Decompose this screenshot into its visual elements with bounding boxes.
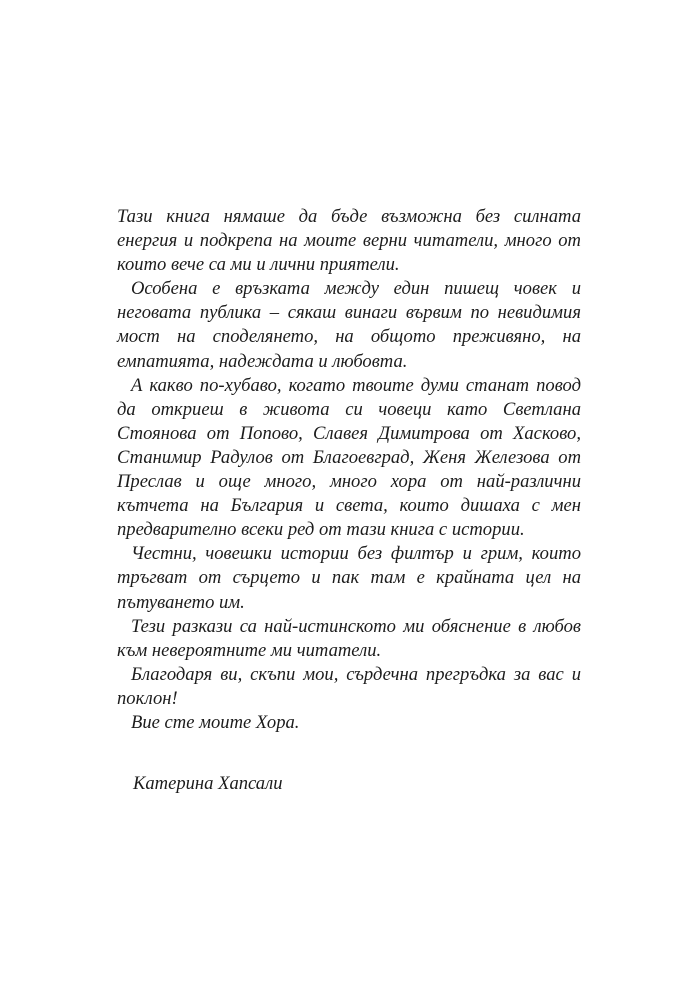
paragraph: Вие сте моите Хора. bbox=[131, 711, 300, 733]
author-signature: Катерина Хапсали bbox=[133, 773, 283, 794]
paragraph: Тази книга нямаше да бъде възможна без силната енергия и подкрепа на моите верни читатели, много от които вече са ми и лични приятели. bbox=[117, 206, 581, 276]
paragraph: Тези разкази са най-истинското ми обяснение в любов към невероятните ми читатели. bbox=[117, 615, 581, 661]
paragraph: Честни, човешки истории без филтър и грим, които тръгват от сърцето и пак там е крайната цел на пътуването им. bbox=[117, 543, 581, 613]
paragraph: Благодаря ви, скъпи мои, сърдечна прегръдка за вас и поклон! bbox=[117, 663, 581, 709]
paragraph: Особена е връзката между един пишещ човек и неговата публика – сякаш винаги вървим по невидимия мост на споделянето, на общото преживяно, на емпатията, надеждата и любовта. bbox=[117, 278, 581, 372]
acknowledgement-text bbox=[117, 205, 581, 735]
paragraph: А какво по-хубаво, когато твоите думи станат повод да откриеш в живота си човеци като Светлана Стоянова от Попово, Славея Димитрова от Хасково, Станимир Радулов от Благоевград, Женя Железова от Преслав и още много, много хора от най-различни кътчета на България и света, които дишаха с мен предварително всеки ред от тази книга с истории. bbox=[117, 374, 581, 541]
